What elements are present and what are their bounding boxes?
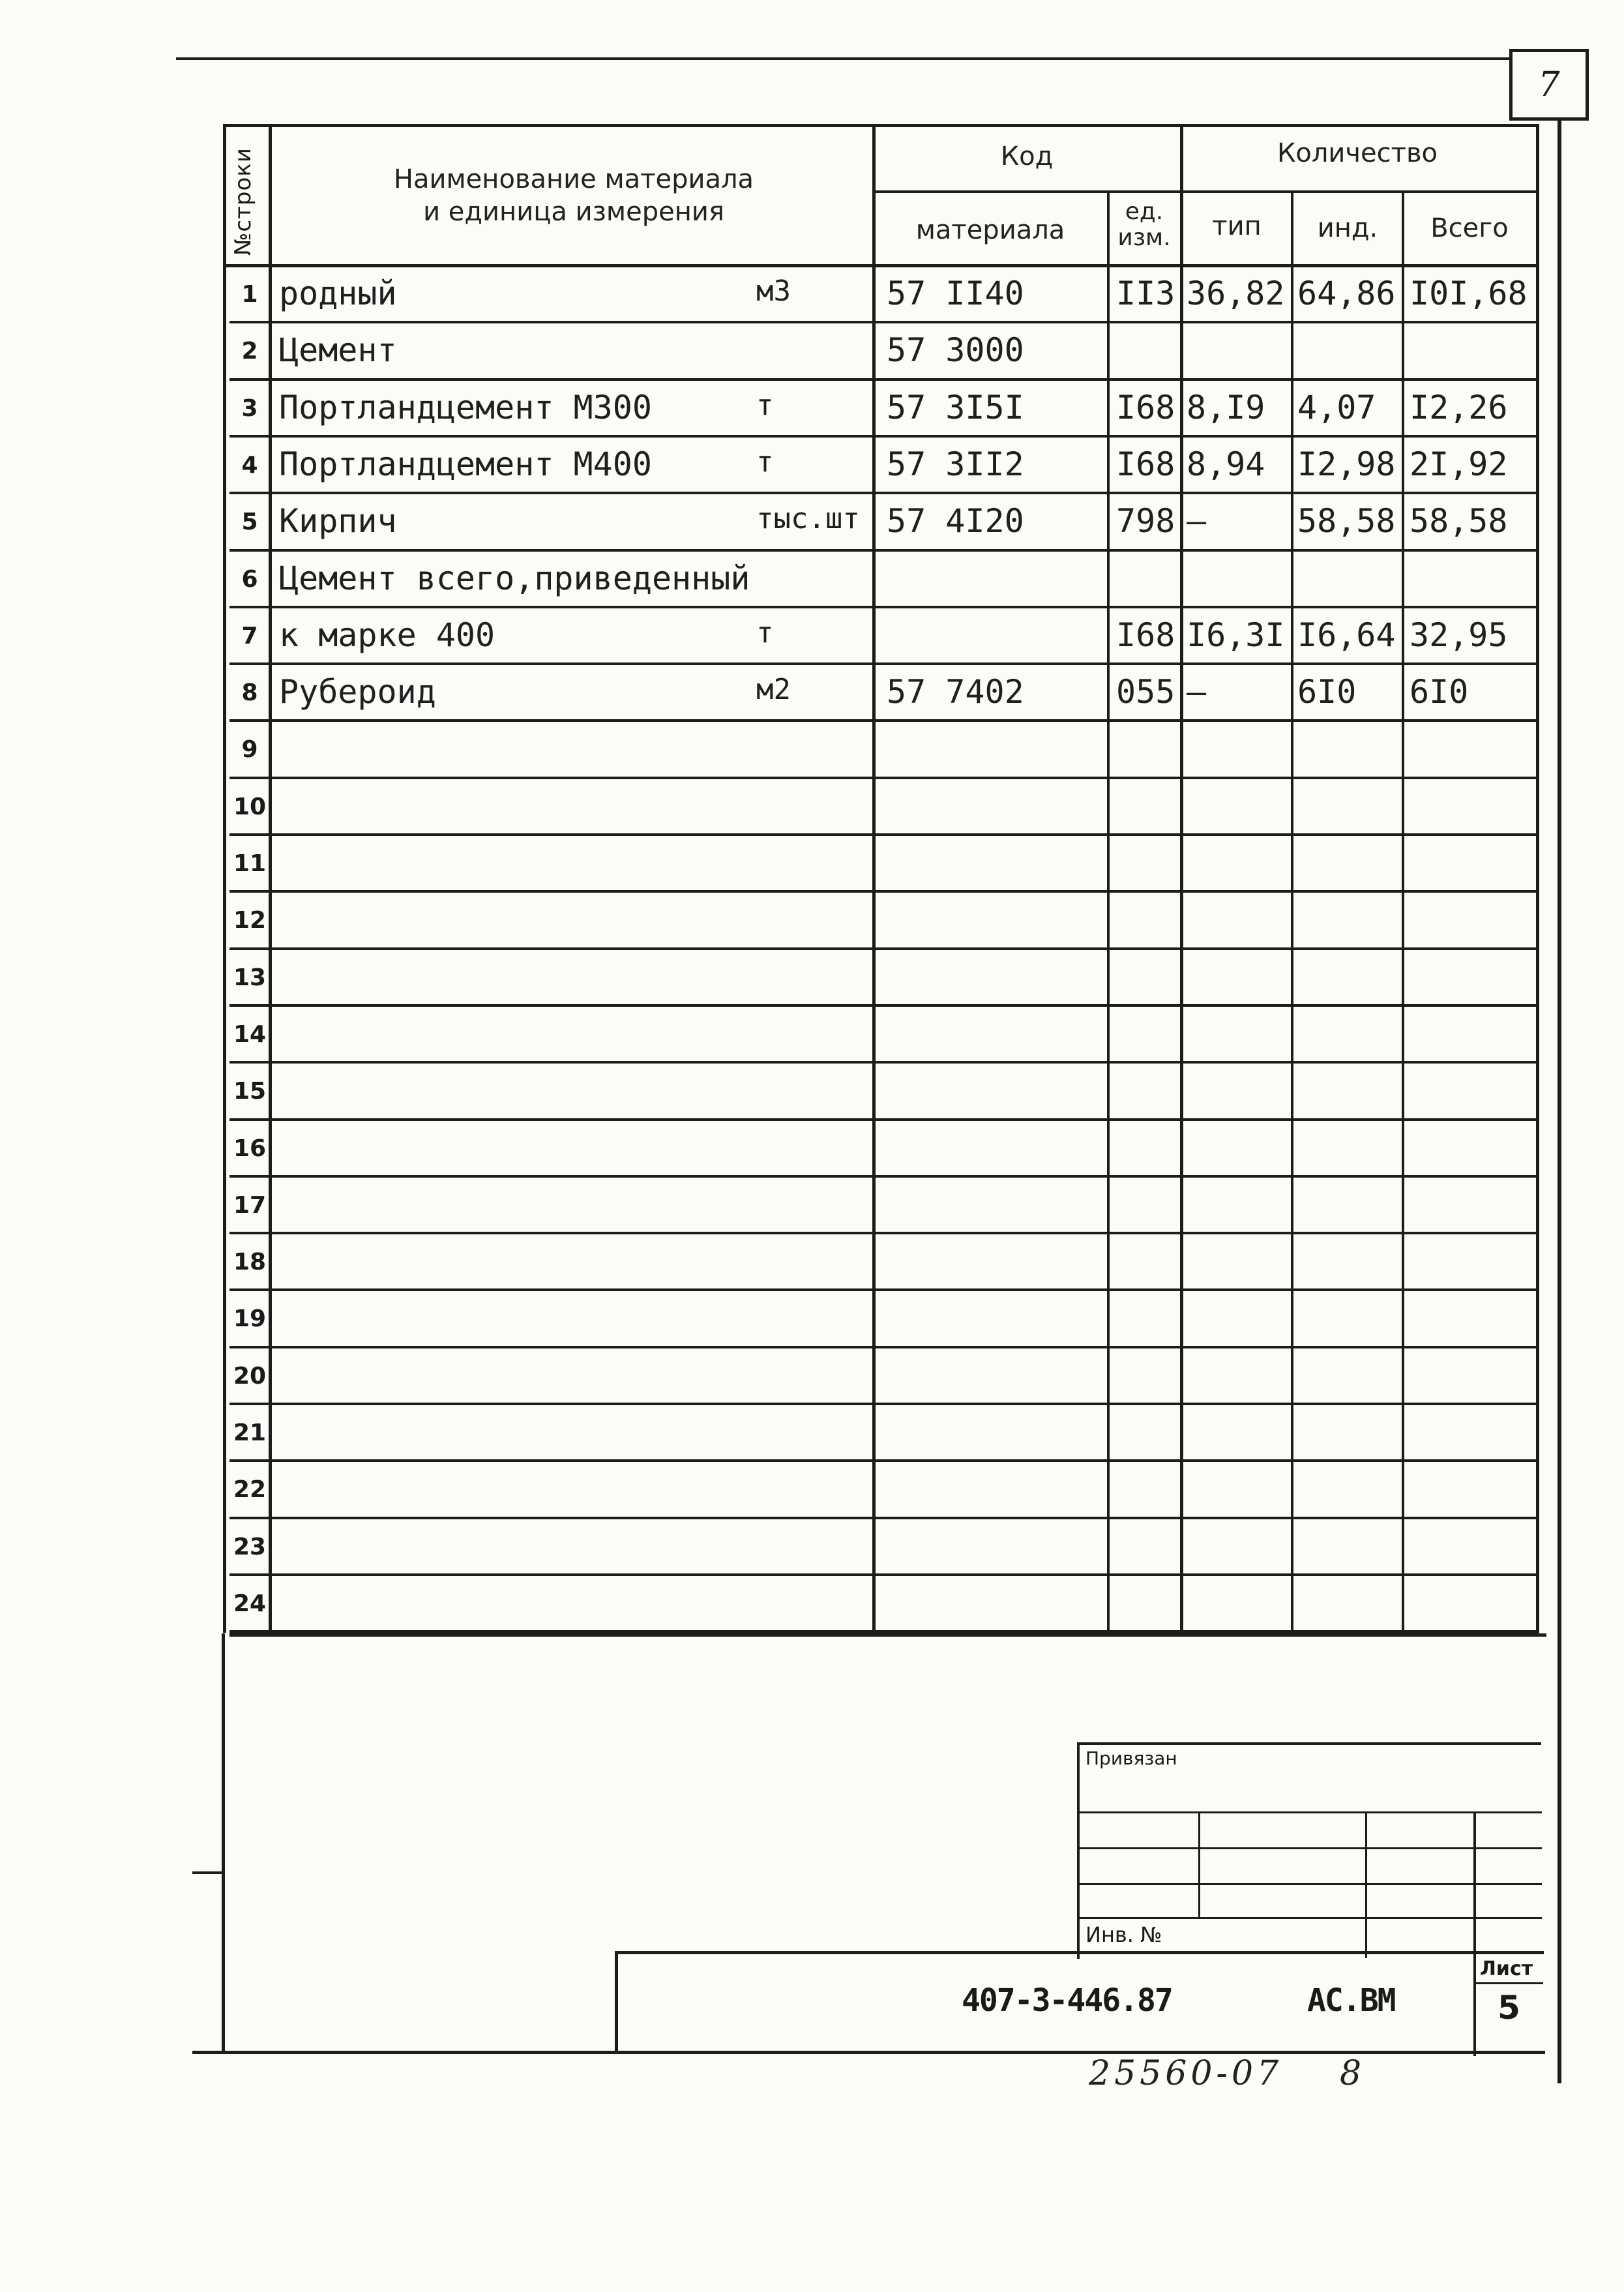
cell-type: 8,I9 — [1187, 388, 1265, 426]
row-line — [229, 1459, 1539, 1462]
stamp-grid-v1 — [1198, 1811, 1200, 1919]
row-line — [229, 492, 1539, 494]
cell-total: I0I,68 — [1410, 275, 1528, 312]
stamp-grid-h3 — [1079, 1883, 1542, 1885]
row-number: 16 — [233, 1135, 267, 1162]
cell-meas: I68 — [1116, 616, 1175, 654]
cell-meas: II3 — [1116, 275, 1175, 312]
row-number: 9 — [241, 736, 258, 764]
stamp-linked-left — [1077, 1742, 1080, 1959]
cell-name: Рубероид — [279, 673, 436, 711]
cell-unit: м2 — [756, 673, 791, 707]
cell-type: – — [1187, 502, 1207, 541]
title-block-top — [615, 1951, 1544, 1954]
cell-meas: 055 — [1116, 673, 1175, 711]
row-number: 13 — [233, 964, 267, 991]
document-mark: АС.ВМ — [1307, 1982, 1395, 2019]
handwritten-code: 25560-07 — [1089, 2054, 1283, 2093]
stamp-linked-line — [1077, 1742, 1541, 1745]
row-number: 19 — [233, 1305, 267, 1333]
row-number: 18 — [233, 1249, 267, 1276]
cell-code: 57 3000 — [887, 331, 1024, 370]
stamp-top-line — [229, 1633, 1546, 1637]
row-number: 20 — [233, 1362, 267, 1390]
page-number-box — [1509, 49, 1589, 121]
row-number: 24 — [233, 1590, 267, 1617]
row-number: 3 — [241, 394, 258, 422]
row-number: 15 — [233, 1078, 267, 1105]
header-mid-line — [874, 190, 1539, 193]
row-line — [229, 1517, 1539, 1519]
cell-meas: 798 — [1116, 502, 1175, 541]
cell-ind: I6,64 — [1297, 616, 1396, 654]
unit-code-header — [1107, 199, 1181, 250]
sheet-label: Лист — [1480, 1957, 1533, 1980]
row-line — [229, 1118, 1539, 1121]
row-line — [229, 1288, 1539, 1291]
cell-code: 57 7402 — [887, 673, 1024, 711]
cell-total: 2I,92 — [1410, 445, 1508, 483]
cell-total: 6I0 — [1410, 673, 1469, 711]
unit-code-header-line1: ед. — [1125, 198, 1164, 225]
cell-code: 57 3II2 — [887, 445, 1024, 483]
column-line — [1536, 124, 1539, 1633]
stamp-grid-h2 — [1079, 1847, 1542, 1849]
left-margin-tick — [192, 1871, 223, 1874]
cell-type: 36,82 — [1187, 275, 1285, 312]
row-number: 8 — [241, 679, 258, 707]
linked-label: Привязан — [1085, 1748, 1177, 1769]
row-line — [229, 719, 1539, 722]
sheet-label-line — [1475, 1982, 1543, 1984]
cell-unit: м3 — [756, 275, 791, 308]
row-number: 2 — [241, 338, 258, 365]
cell-unit: т — [756, 616, 774, 649]
row-number: 11 — [233, 850, 267, 877]
cell-name: Цемент — [279, 331, 397, 370]
row-line — [229, 833, 1539, 836]
column-line — [1402, 190, 1404, 1633]
column-line — [1180, 124, 1183, 1633]
row-line — [229, 1346, 1539, 1348]
cell-meas: I68 — [1116, 388, 1175, 426]
inv-label: Инв. № — [1085, 1922, 1162, 1947]
cell-total: I2,26 — [1410, 388, 1508, 426]
row-line — [229, 1232, 1539, 1234]
name-header — [274, 163, 874, 228]
document-code: 407-3-446.87 — [962, 1982, 1172, 2019]
stamp-grid-h1 — [1079, 1811, 1542, 1813]
cell-name: к марке 400 — [279, 616, 495, 654]
row-line — [229, 1573, 1539, 1576]
row-line — [229, 1061, 1539, 1064]
cell-unit: тыс.шт — [756, 502, 860, 536]
row-number: 23 — [233, 1533, 267, 1560]
row-line — [229, 662, 1539, 665]
row-line — [229, 1004, 1539, 1007]
cell-name: родный — [279, 275, 397, 312]
cell-total: 58,58 — [1410, 502, 1508, 541]
column-line — [1291, 190, 1293, 1633]
row-line — [229, 1403, 1539, 1405]
cell-ind: 4,07 — [1297, 388, 1376, 426]
row-number: 22 — [233, 1476, 267, 1504]
name-header-line1: Наименование материала — [393, 164, 754, 194]
stamp-grid-v2 — [1365, 1811, 1367, 1958]
row-line — [229, 606, 1539, 608]
row-number: 14 — [233, 1020, 267, 1048]
cell-ind: 58,58 — [1297, 502, 1396, 541]
row-number: 1 — [241, 281, 258, 308]
material-code-header: материала — [915, 215, 1065, 245]
cell-ind: 64,86 — [1297, 275, 1396, 312]
row-line — [229, 947, 1539, 950]
cell-code: 57 4I20 — [887, 502, 1024, 541]
row-number: 5 — [241, 509, 258, 536]
cell-type: – — [1187, 673, 1207, 711]
row-number: 12 — [233, 907, 267, 934]
row-number: 6 — [241, 565, 258, 593]
type-header: тип — [1212, 211, 1262, 241]
row-line — [229, 321, 1539, 323]
cell-code: 57 3I5I — [887, 388, 1024, 426]
cell-code: 57 II40 — [887, 275, 1024, 312]
header-bottom-line — [223, 264, 1539, 267]
stamp-left-line — [222, 1633, 225, 2051]
handwritten-number: 8 — [1340, 2054, 1366, 2093]
code-header: Код — [1000, 141, 1054, 171]
cell-name: Цемент всего,приведенный — [279, 559, 750, 597]
quantity-header: Количество — [1277, 138, 1438, 168]
row-line — [229, 1175, 1539, 1178]
cell-meas: I68 — [1116, 445, 1175, 483]
row-line — [229, 777, 1539, 779]
cell-unit: т — [756, 445, 774, 479]
column-line — [223, 124, 226, 1633]
column-line — [1107, 190, 1110, 1633]
row-line — [229, 435, 1539, 438]
cell-ind: I2,98 — [1297, 445, 1396, 483]
row-number: 10 — [233, 793, 267, 820]
cell-name: Кирпич — [279, 502, 397, 541]
row-line — [229, 549, 1539, 552]
sheet-top-line — [176, 57, 1509, 60]
title-block-left — [615, 1951, 618, 2052]
column-line — [872, 124, 876, 1633]
stamp-grid-h4 — [1079, 1917, 1542, 1919]
ind-header: инд. — [1317, 213, 1378, 243]
cell-ind: 6I0 — [1297, 673, 1357, 711]
page-number: 7 — [1538, 65, 1560, 104]
unit-code-header-line2: изм. — [1117, 224, 1171, 251]
row-line — [229, 890, 1539, 893]
cell-type: 8,94 — [1187, 445, 1265, 483]
total-header: Всего — [1430, 213, 1509, 243]
cell-name: Портландцемент М300 — [279, 388, 652, 426]
row-line — [229, 378, 1539, 381]
cell-name: Портландцемент М400 — [279, 445, 652, 483]
row-number: 4 — [241, 451, 258, 479]
cell-type: I6,3I — [1187, 616, 1285, 654]
row-number: 17 — [233, 1191, 267, 1219]
row-number: 7 — [241, 622, 258, 649]
row-number-header: №строки — [230, 147, 257, 256]
name-header-line2: и единица измерения — [423, 197, 724, 227]
cell-unit: т — [756, 388, 774, 422]
sheet-number: 5 — [1498, 1989, 1520, 2027]
table-top-border — [223, 124, 1539, 127]
cell-total: 32,95 — [1410, 616, 1508, 654]
row-number: 21 — [233, 1420, 267, 1446]
